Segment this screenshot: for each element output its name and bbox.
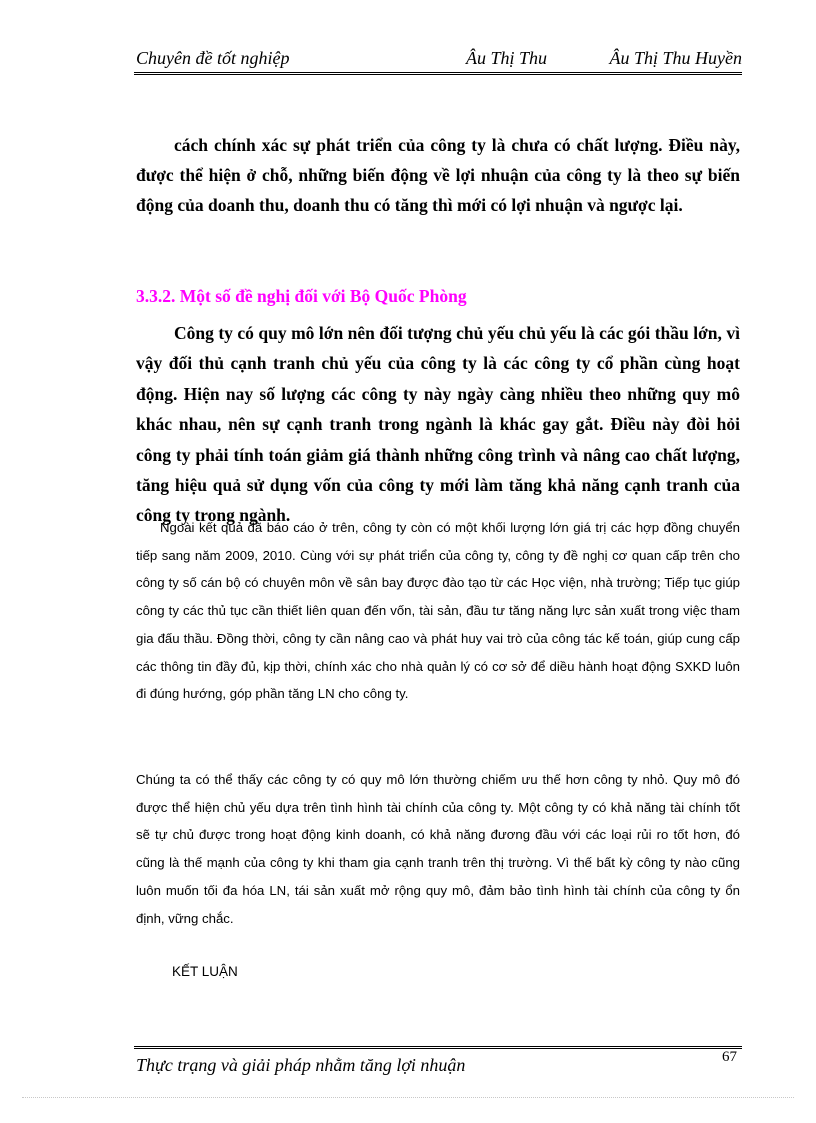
page-number: 67 — [722, 1049, 737, 1065]
body-paragraph-4: Chúng ta có thể thấy các công ty có quy mô lớn thường chiếm ưu thế hơn công ty nhỏ. Quy mô đó được thể hiện chủ yếu dựa trên tình hình tài chính của công ty. Một công ty có khả năng tài chính tốt sẽ tự chủ được trong hoạt động kinh doanh, có khả năng đương đầu với các loại rủi ro tốt hơn, đó cũng là thế mạnh của công ty khi tham gia cạnh tranh trên thị trường. Vì thế bất kỳ công ty nào cũng luôn muốn tối đa hóa LN, tái sản xuất mở rộng quy mô, đảm bảo tình hình tài chính của công ty ổn định, vững chắc. — [136, 772, 740, 926]
body-paragraph-1: cách chính xác sự phát triển của công ty là chưa có chất lượng. Điều này, được thể hiện ở chỗ, những biến động về lợi nhuận của công ty là theo sự biến động của doanh thu, doanh thu có tăng thì mới có lợi nhuận và ngược lại. — [136, 135, 740, 215]
page-bottom-border — [22, 1097, 794, 1098]
header-document-type: Chuyên đề tốt nghiệp — [136, 48, 290, 68]
footer-title: Thực trạng và giải pháp nhằm tăng lợi nhuận — [136, 1055, 466, 1075]
body-paragraph-3: Ngoài kết quả đã báo cáo ở trên, công ty còn có một khối lượng lớn giá trị các hợp đồng chuyển tiếp sang năm 2009, 2010. Cùng với sự phát triển của công ty, công ty đề nghị cơ quan cấp trên cho công ty số cán bộ có chuyên môn về sân bay được đào tạo từ các Học viện, nhà trường; Tiếp tục giúp công ty các thủ tục cần thiết liên quan đến vốn, tài sản, đầu tư tăng năng lực sản xuất trong việc tham gia đấu thầu. Đồng thời, công ty cần nâng cao và phát huy vai trò của công tác kế toán, giúp cung cấp các thông tin đầy đủ, kịp thời, chính xác cho nhà quản lý có cơ sở để diều hành hoạt động SXKD luôn đi đúng hướng, góp phần tăng LN cho công ty. — [136, 520, 740, 702]
footer-divider — [134, 1046, 742, 1049]
conclusion-heading: KẾT LUẬN — [172, 964, 238, 979]
header-author-full: Âu Thị Thu Huyền — [609, 48, 742, 68]
header-author-short: Âu Thị Thu — [466, 48, 548, 68]
page-header — [134, 48, 742, 75]
section-heading: 3.3.2. Một số đề nghị đối với Bộ Quốc Phòng — [136, 286, 467, 306]
body-paragraph-2: Công ty có quy mô lớn nên đối tượng chủ yếu chủ yếu là các gói thầu lớn, vì vậy đối thủ cạnh tranh chủ yếu của công ty là các công ty cổ phần cùng hoạt động. Hiện nay số lượng các công ty này ngày càng nhiều theo những quy mô khác nhau, nên sự cạnh tranh trong ngành là khác gay gắt. Điều này đòi hỏi công ty phải tính toán giảm giá thành những công trình và nâng cao chất lượng, tăng hiệu quả sử dụng vốn của công ty mới làm tăng khả năng cạnh tranh của công ty trong ngành. — [136, 323, 740, 526]
